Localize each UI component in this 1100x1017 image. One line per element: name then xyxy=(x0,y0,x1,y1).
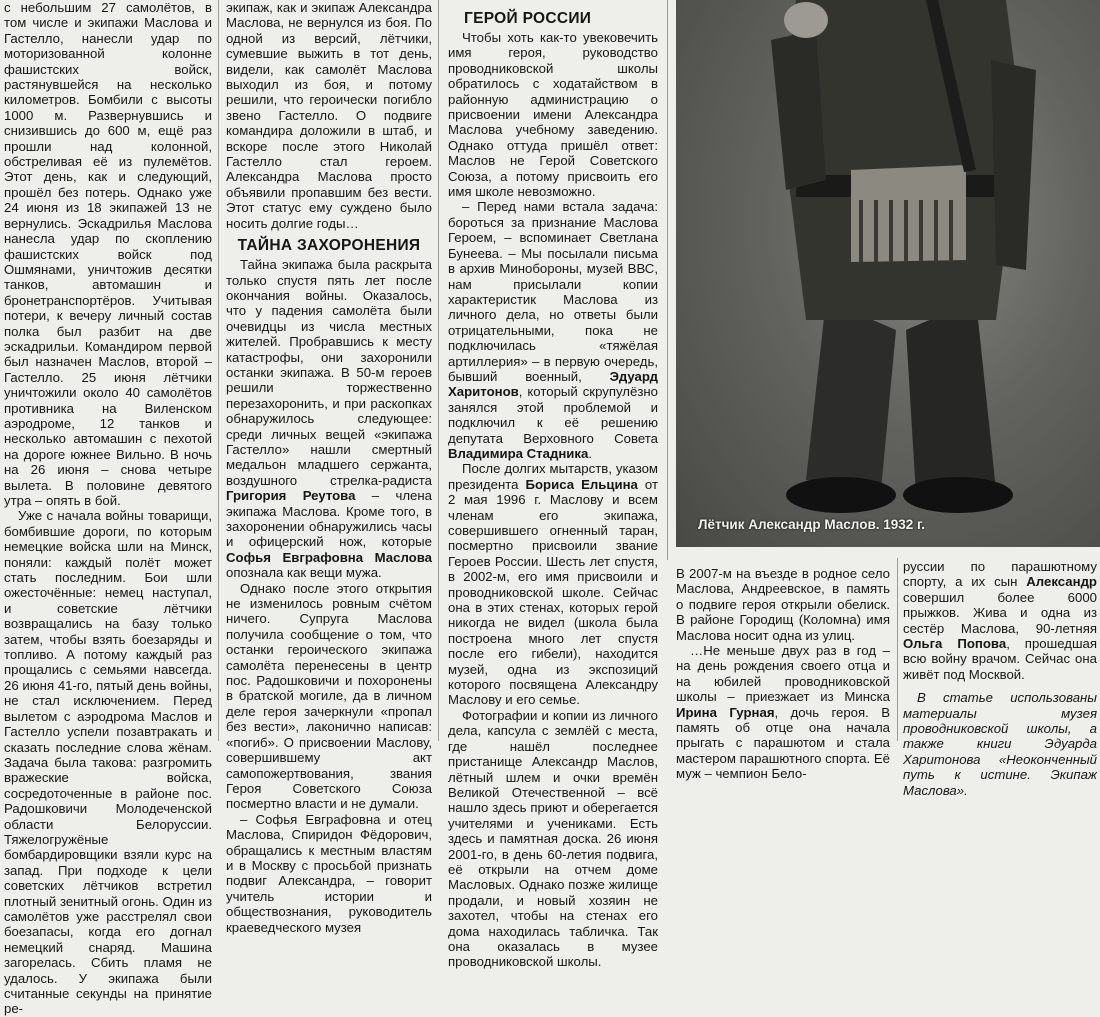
col3-paragraph-3: После долгих мытарств, указом президента Бориса Ельцина от 2 мая 1996 г. Маслову и всем членам его экипажа, совершившего огненный таран, посмертно присвоили звание Героев России. Шесть лет спустя, в 2002-м, его имя присвоили и проводниковской школе. Сейчас она в этих стенах, которых герой никогда не видел (школа была построена много лет спустя после его гибели), находится музей, одна из экспозиций которого посвящена Александру Маслову и его семье. xyxy=(448,461,658,708)
col2-paragraph-3: – Софья Евграфовна и отец Маслова, Спиридон Фёдорович, обращались к местным властям и в Москву с просьбой признать подвиг Александра, – говорит учитель истории и обществознания, руководитель краеведческого музея xyxy=(226,811,432,935)
name-kharitonov: Эдуард Харитонов xyxy=(448,368,658,400)
column-3 xyxy=(448,10,658,970)
name-popova: Ольга Попова xyxy=(903,636,1007,652)
col3-paragraph-2: – Перед нами встала задача: бороться за признание Маслова Героем, – вспоминает Светлана Бунеева. – Мы посылали письма в архив Минобороны, музей ВВС, нам присылали копии характеристик Маслова из личного дела, но ответы были отрицательными, пока не подключилась «тяжёлая артиллерия» – в первую очередь, бывший военный, Эдуард Харитонов, который скрупулёзно занялся этой проблемой и подключил к её решению депутата Верховного Совета Владимира Стадника. xyxy=(448,199,658,461)
name-alexander: Александр xyxy=(1026,574,1097,590)
col3-paragraph-1: Чтобы хоть как-то увековечить имя героя, руководство проводниковской школы обратилось с ходатайством в районную администрацию о присвоении имени Александра Маслова учебному заведению. Однако оттуда пришёл ответ: Маслов не Герой Советского Союза, а потому присвоить его имя школе невозможно. xyxy=(448,30,658,200)
column-2 xyxy=(226,0,432,935)
col4-paragraph-2: …Не меньше двух раз в год – на день рождения своего отца и на юбилей проводниковской школы – приезжает из Минска Ирина Гурная, дочь героя. В память об отце она начала прыгать с парашютом и стала мастером парашютного спорта. Её муж – чемпион Бело- xyxy=(676,643,890,782)
col4-paragraph-1: В 2007-м на въезде в родное село Маслова, Андреевское, в память о подвиге героя открыли обелиск. В районе Городищ (Коломна) имя Маслова носит одна из улиц. xyxy=(676,566,890,643)
col2-paragraph-1: Тайна экипажа была раскрыта только спустя пять лет после окончания войны. Оказалось, что у падения самолёта были очевидцы из числа местных жителей. Пробравшись к месту катастрофы, они захоронили останки экипажа. В 50-м героев решили торжественно перезахоронить, и при раскопках обнаружилось следующее: среди личных вещей «экипажа Гастелло» нашли смертный медальон младшего сержанта, воздушного стрелка-радиста Григория Реутова – члена экипажа Маслова. Кроме того, в захоронении обнаружились часы и офицерский нож, которые Софья Евграфовна Маслова опознала как вещи мужа. xyxy=(226,257,432,581)
name-gurnaya: Ирина Гурная xyxy=(676,704,775,720)
name-stadnik: Владимира Стадника xyxy=(448,445,589,461)
col1-paragraph-2: Уже с начала войны товарищи, бомбившие дороги, по которым немецкие войска шли на Минск, поняли: каждый полёт может стать последним. Бои шли ожесточённые: немец наступал, и советские лётчики возвращались на базу только затем, чтобы взять боезаряды и топливо. А потому каждый раз прощались с семьями навсегда. 26 июня 41-го, пятый день войны, не стал исключением. Перед вылетом с аэродрома Маслов и Гастелло успели позавтракать и сказать последние слова жёнам. Задача была такова: разгромить вражеские войска, сосредоточенные в районе пос. Радошковичи Молодеченской области Белоруссии. Тяжелогружёные бомбардировщики взяли курс на запад. При подходе к цели советских лётчиков встретил плотный зенитный огонь. Один из самолётов уже расстрелял свои боезапасы, когда его догнал немецкий снаряд. Машина загорелась. Сбить пламя не удалось. У экипажа были считанные секунды на принятие ре- xyxy=(4,508,212,1017)
section-heading-burial-secret: ТАЙНА ЗАХОРОНЕНИЯ xyxy=(237,237,421,255)
name-yeltsin: Бориса Ельцина xyxy=(525,476,638,492)
portrait-photo xyxy=(676,0,1100,547)
column-5 xyxy=(903,559,1097,798)
column-4 xyxy=(676,566,890,782)
col5-paragraph-1: руссии по парашютному спорту, а их сын Александр совершил более 6000 прыжков. Жива и одна из сестёр Маслова, 90-летняя Ольга Попова, прошедшая всю войну врачом. Сейчас она живёт под Москвой. xyxy=(903,559,1097,682)
column-rule-2 xyxy=(438,0,439,741)
col3-paragraph-4: Фотографии и копии из личного дела, капсула с землёй с места, где нашёл последнее пристанище Александр Маслов, лётный шлем и очки времён Великой Отечественной – всё нашло здесь приют и оберегается учителями и учениками. Есть здесь и памятная доска. 26 июня 2001-го, в день 60-летия подвига, её открыли на отчем доме Масловых. Однако позже жилище продали, и новый хозяин не захотел, чтобы на стенах его дома находилась табличка. Так она оказалась в музее проводниковской школы. xyxy=(448,707,658,970)
name-maslova: Софья Евграфовна Маслова xyxy=(226,549,432,565)
photo-caption: Лётчик Александр Маслов. 1932 г. xyxy=(698,517,926,532)
column-1 xyxy=(4,0,212,1017)
portrait-photo-icon xyxy=(676,0,1100,547)
column-rule-1 xyxy=(218,0,219,741)
section-heading-hero-of-russia: ГЕРОЙ РОССИИ xyxy=(464,10,592,27)
col1-paragraph-1: с небольшим 27 самолётов, в том числе и экипажи Маслова и Гастелло, нанесли удар по моторизованной колонне фашистских войск, растянувшейся на несколько километров. Бомбили с высоты 1000 м. Развернувшись и снизившись до 600 м, ещё раз прошли над колонной, обстреливая её из пулемётов. Этот день, как и следующий, прошёл без потерь. Однако уже 24 июня из 18 экипажей 13 не вернулись. Эскадрилья Маслова нанесла удар по скоплению фашистских войск под Ошмянами, уничтожив десятки танков, автомашин и бронетранспортёров. Учитывая потери, к вечеру личный состав полка был разбит на две эскадрильи. Командиром первой был назначен Маслов, второй – Гастелло. 25 июня лётчики уничтожили около 40 самолётов противника на Виленском аэродроме, 12 танков и несколько автомашин с пехотой на дороге южнее Вильно. В ночь на 26 июня – снова четыре вылета. В половине девятого утра – опять в бой. xyxy=(4,0,212,508)
name-reutov: Григория Реутова xyxy=(226,488,356,504)
col2-paragraph-top: экипаж, как и экипаж Александра Маслова, не вернулся из боя. По одной из версий, лётчики, сумевшие выжить в тот день, видели, как самолёт Маслова выходил из боя, и потому решили, что героически погибло звено Гастелло. О подвиге командира доложили в штаб, и вскоре после этого Николай Гастелло стал героем. Александра Маслова просто объявили пропавшим без вести. Этот статус ему суждено было носить долгие годы… xyxy=(226,0,432,231)
col2-paragraph-2: Однако после этого открытия не изменилось ровным счётом ничего. Супруга Маслова получила сообщение о том, что останки героического экипажа самолёта перенесены в центр пос. Радошковичи и похоронены в братской могиле, да в личном деле героя зачеркнули «пропал без вести», лаконично написав: «погиб». О присвоении Маслову, совершившему акт самопожертвования, звания Героя Советского Союза посмертно власти и не думали. xyxy=(226,580,432,812)
column-rule-4 xyxy=(897,558,898,741)
column-rule-3 xyxy=(667,0,668,560)
source-note: В статье использованы материалы музея проводниковской школы, а также книги Эдуарда Харитонова «Неоконченный путь к истине. Экипаж Маслова». xyxy=(903,690,1097,798)
